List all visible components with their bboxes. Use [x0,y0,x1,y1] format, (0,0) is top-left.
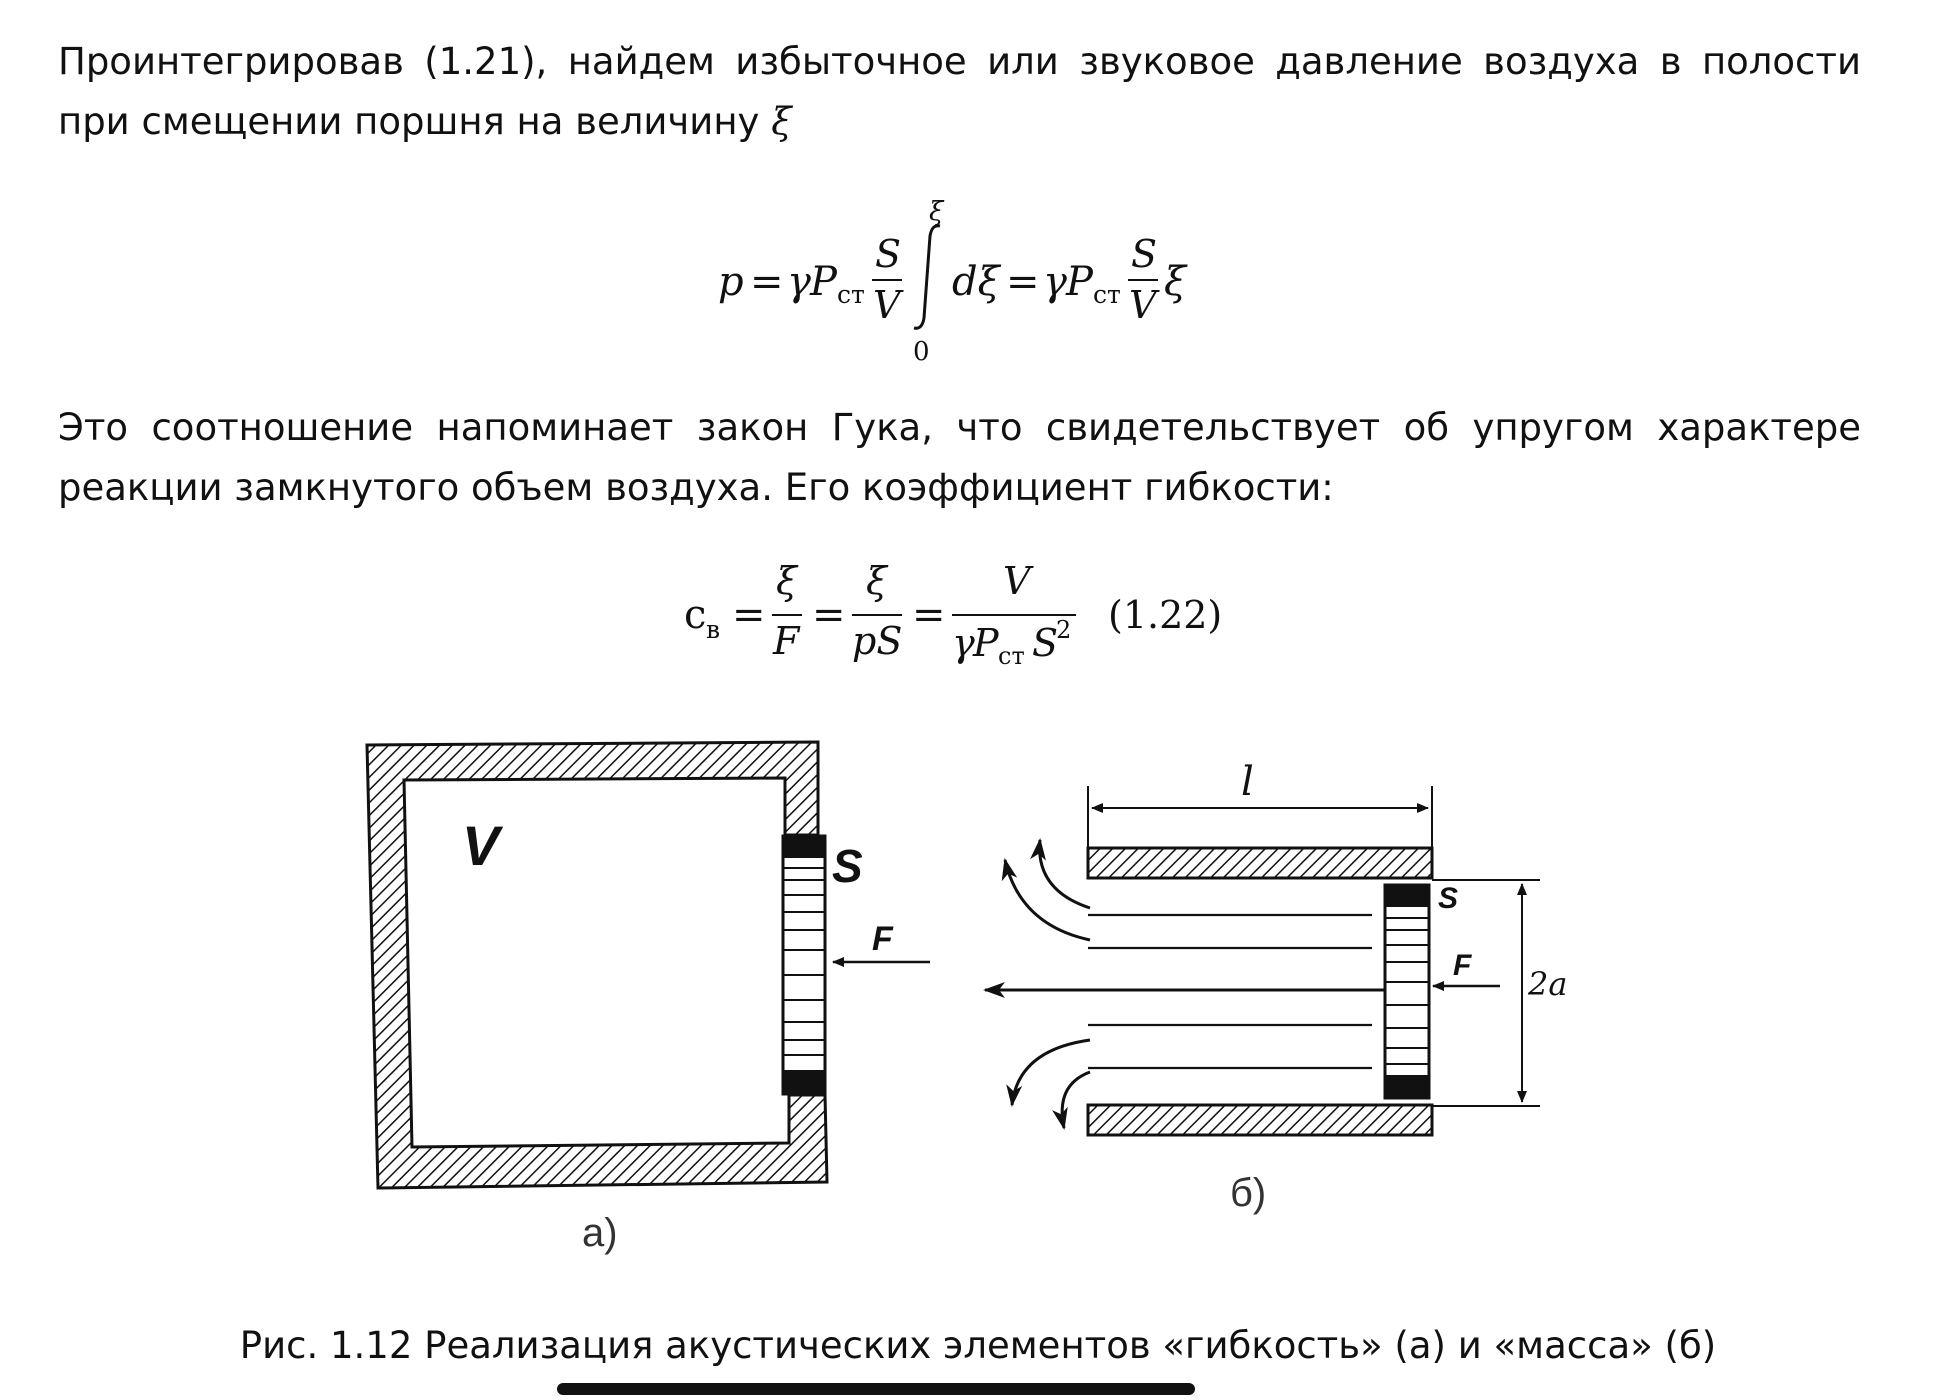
formula1-eq: = [750,259,784,305]
formula2-c-sub: в [706,615,721,644]
diagram-a-compliance [367,742,930,1255]
paragraph-1-symbol: ξ [771,100,792,143]
formula2-xi2: ξ [866,559,887,603]
cavity-wall [367,742,827,1188]
tube-wall-top [1088,848,1432,878]
home-indicator[interactable] [557,1383,1195,1395]
formula1-S2: S [1131,232,1158,276]
formula1-V2: V [1129,283,1157,327]
label-panel-b: б) [1230,1171,1267,1215]
label-panel-a: а) [582,1211,618,1255]
formula2-sub: ст [998,642,1025,670]
label-diameter: 2a [1528,965,1568,1003]
formula2-eq3: = [912,592,946,638]
flow-arrow-upper-outer [1005,860,1090,940]
formula2-c: с [684,592,707,638]
formula2-V: V [1003,559,1031,603]
figure-caption: Рис. 1.12 Реализация акустических элементов «гибкость» (а) и «масса» (б) [239,1324,1717,1367]
diagram-b-mass [985,759,1567,1215]
formula1-int-lower: 0 [913,337,930,367]
flow-arrow-lower-inner [1062,1072,1090,1128]
formula2-pS: pS [852,619,903,663]
formula2-eq1: = [732,592,766,638]
formula2-P: P [973,621,999,665]
tube-wall-bottom [1088,1105,1432,1135]
formula2-gamma: γ [952,621,975,665]
formula1-xi: ξ [1164,259,1187,305]
flow-arrow-upper-inner [1040,840,1090,908]
label-area-b: S [1438,882,1459,915]
label-length: l [1241,759,1254,805]
formula1-int-upper: ξ [929,197,944,227]
label-area-a: S [832,840,863,892]
formula1-P2: P [1066,259,1093,305]
paragraph-1-text: Проинтегрировав (1.21), найдем избыточное или звуковое давление воздуха в полости при смещении поршня на величину [58,40,1861,143]
formula1-P: P [810,259,837,305]
formula1-V: V [873,283,901,327]
label-force-a: F [872,920,893,958]
formula1-gamma2: γ [1043,259,1067,305]
formula1-eq2: = [1006,259,1040,305]
dimension-length [1088,786,1432,848]
label-volume: V [462,814,500,877]
formula1-S: S [875,232,902,276]
formula2-F: F [773,619,800,663]
formula1-lhs: p [718,259,744,305]
formula1-dxi: dξ [952,259,1000,305]
paragraph-2-text: Это соотношение напоминает закон Гука, что свидетельствует об упругом характере реакции замкнутого объем воздуха. Его коэффициент гибкости: [58,406,1861,509]
formula2-number: (1.22) [1108,593,1223,637]
flow-arrow-lower-outer [1012,1040,1090,1105]
piston-b [1385,885,1429,1098]
formula1-sub2: ст [1093,280,1121,309]
formula1-sub: ст [837,280,865,309]
label-force-b: F [1453,949,1472,982]
formula2-exp: 2 [1056,616,1072,644]
formula2-S2: S [1032,621,1059,665]
formula2-xi1: ξ [776,559,797,603]
formula2-eq2: = [812,592,846,638]
formula1-gamma: γ [787,259,811,305]
piston-a [783,836,825,1094]
